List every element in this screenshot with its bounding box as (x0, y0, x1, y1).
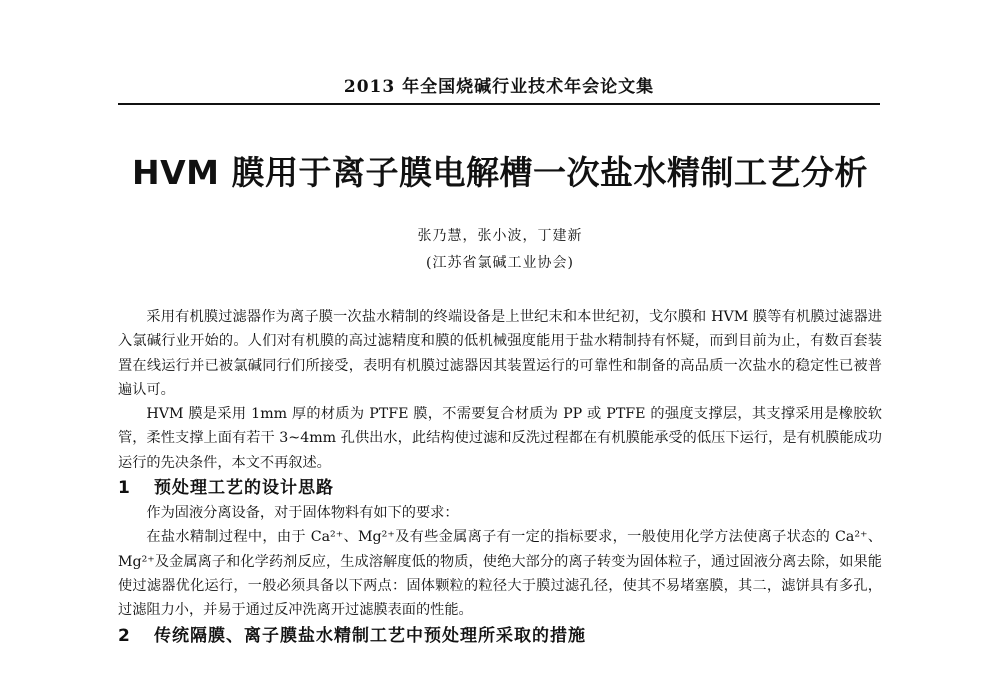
section-1-number: 1 (118, 478, 131, 499)
section-1-heading (118, 475, 882, 501)
author-list: 张乃慧，张小波，丁建新 (417, 228, 583, 244)
section-2-number: 2 (118, 625, 131, 646)
running-header: 2013 年全国烧碱行业技术年会论文集 (343, 77, 655, 97)
paper-title: HVM 膜用于离子膜电解槽一次盐水精制工艺分析 (132, 153, 868, 192)
intro-paragraph-1: 采用有机膜过滤器作为离子膜一次盐水精制的终端设备是上世纪末和本世纪初，戈尔膜和 HVM 膜等有机膜过滤器进入氯碱行业开始的。人们对有机膜的高过滤精度和膜的低机械强度能用于盐水精制持有怀疑，而到目前为止，有数百套装置在线运行并已被氯碱同行们所接受，表明有机膜过滤器因其装置运行的可靠性和制备的高品质一次盐水的稳定性已被普遍认可。 (118, 309, 882, 398)
author-affiliation: (江苏省氯碱工业协会) (426, 255, 574, 271)
intro-paragraph-2: HVM 膜是采用 1mm 厚的材质为 PTFE 膜，不需要复合材质为 PP 或 PTFE 的强度支撑层，其支撑采用是橡胶软管，柔性支撑上面有若干 3~4mm 孔供出水，此结构使过滤和反洗过程都在有机膜能承受的低压下运行，是有机膜能成功运行的先决条件，本文不再叙述。 (118, 406, 882, 471)
section-2-title: 传统隔膜、离子膜盐水精制工艺中预处理所采取的措施 (154, 625, 586, 646)
section-2-heading (118, 623, 882, 649)
section-1-title: 预处理工艺的设计思路 (154, 478, 334, 499)
header-rule (118, 103, 880, 105)
section-1-paragraph-1: 作为固液分离设备，对于固体物料有如下的要求： (146, 505, 459, 522)
paper-body (118, 305, 882, 649)
section-1-paragraph-2: 在盐水精制过程中，由于 Ca²⁺、Mg²⁺及有些金属离子有一定的指标要求，一般使用化学方法使离子状态的 Ca²⁺、Mg²⁺及金属离子和化学药剂反应，生成溶解度低的物质，使绝大部分的离子转变为固体粒子，通过固液分离去除，如果能使过滤器优化运行，一般必须具备以下两点：固体颗粒的粒径大于膜过滤孔径，使其不易堵塞膜，其二，滤饼具有多孔，过滤阻力小，并易于通过反冲洗离开过滤膜表面的性能。 (118, 529, 882, 619)
